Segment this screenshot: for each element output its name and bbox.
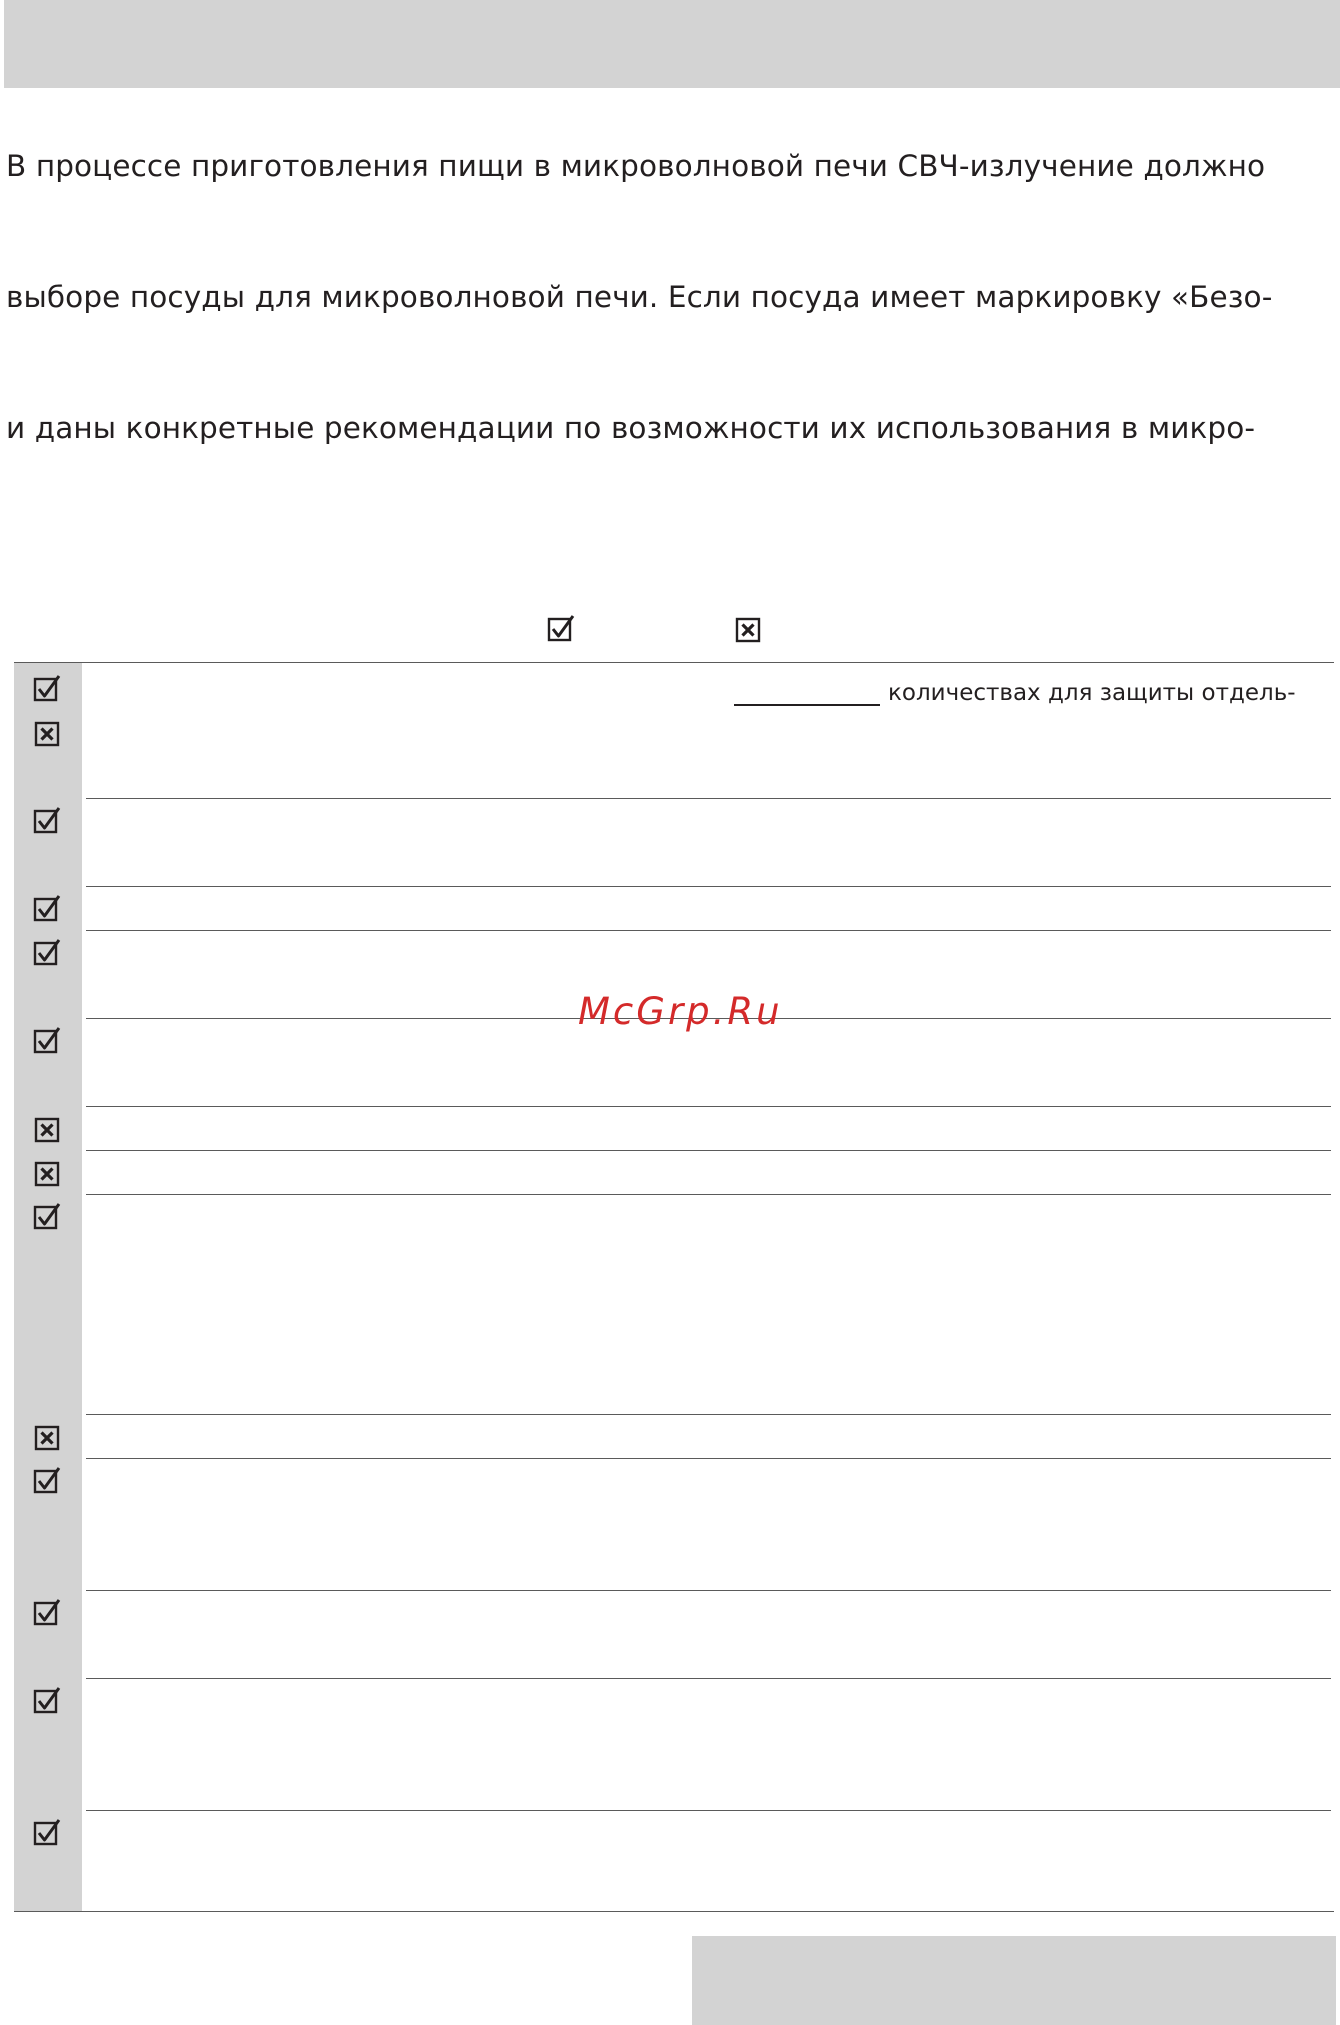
row-divider (86, 886, 1331, 887)
check-box-icon (32, 1466, 62, 1496)
cross-box-icon (32, 1158, 62, 1188)
icon-column (14, 663, 82, 1911)
check-box-icon (32, 1026, 62, 1056)
row-divider (86, 1194, 1331, 1195)
paragraph-line-1: В процессе приготовления пищи в микроволновой печи СВЧ-излучение должно (6, 149, 1266, 183)
watermark-text: McGrp.Ru (578, 990, 783, 1033)
check-box-icon (32, 674, 62, 704)
table-bottom-border (14, 1911, 1334, 1912)
row-divider (86, 1810, 1331, 1811)
check-box-icon (32, 806, 62, 836)
row-divider (86, 1150, 1331, 1151)
row-divider (86, 1414, 1331, 1415)
header-band (4, 0, 1340, 88)
check-box-icon (32, 1686, 62, 1716)
check-box-icon (32, 1202, 62, 1232)
check-box-icon (32, 938, 62, 968)
paragraph-line-3: и даны конкретные рекомендации по возможности их использования в микро- (6, 411, 1256, 445)
footer-band (692, 1936, 1336, 2025)
cross-box-icon (32, 1422, 62, 1452)
legend-check-box-icon (546, 614, 576, 644)
row-divider (86, 930, 1331, 931)
paragraph-line-2: выборе посуды для микроволновой печи. Если посуда имеет маркировку «Безо- (6, 280, 1273, 314)
cookware-table (14, 662, 1334, 1912)
check-box-icon (32, 1598, 62, 1628)
row-divider (86, 1458, 1331, 1459)
blank-underline (734, 704, 880, 706)
check-box-icon (32, 894, 62, 924)
row-divider (86, 1106, 1331, 1107)
cross-box-icon (32, 718, 62, 748)
row-divider (86, 1590, 1331, 1591)
row-divider (86, 1678, 1331, 1679)
legend-cross-box-icon (733, 614, 763, 644)
table-top-border (14, 662, 1334, 663)
row-divider (86, 798, 1331, 799)
check-box-icon (32, 1818, 62, 1848)
cross-box-icon (32, 1114, 62, 1144)
first-row-text: количествах для защиты отдель- (888, 680, 1296, 706)
